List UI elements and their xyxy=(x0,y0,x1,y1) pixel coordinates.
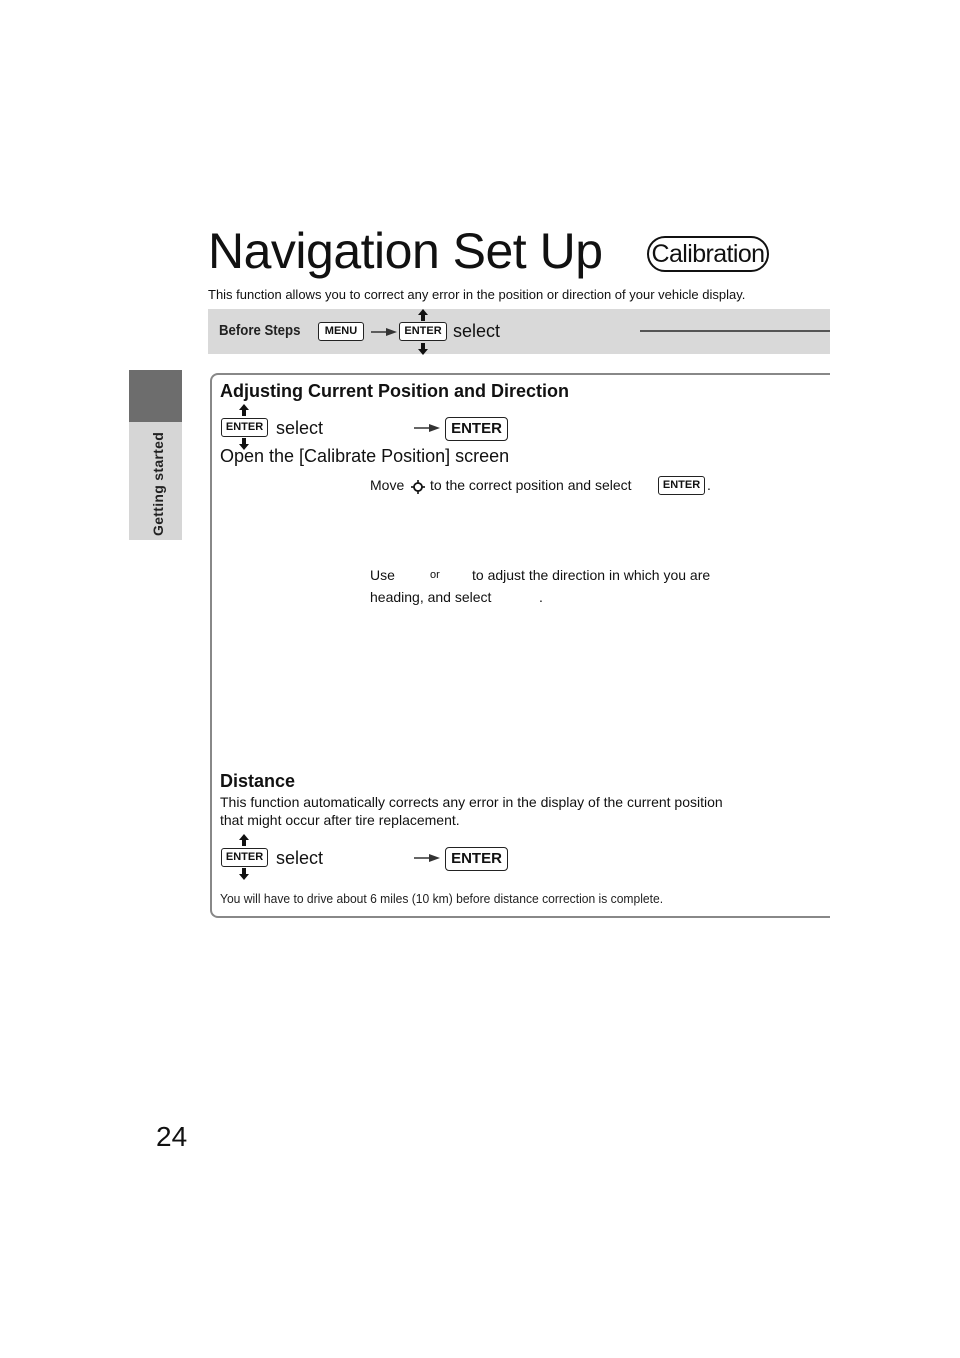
crosshair-cursor-icon xyxy=(411,480,425,494)
step2-or: or xyxy=(430,569,440,581)
enter-key: ENTER xyxy=(221,848,268,867)
step2-text: to adjust the direction in which you are xyxy=(472,567,711,583)
down-arrow-icon xyxy=(417,343,429,355)
step1-period: . xyxy=(707,477,711,493)
enter-key: ENTER xyxy=(658,476,705,495)
section-tab-marker xyxy=(129,370,182,422)
calibration-badge: Calibration xyxy=(647,236,769,272)
flow-arrow-icon xyxy=(370,327,398,337)
up-arrow-icon xyxy=(238,834,250,846)
step2-period: . xyxy=(539,589,543,605)
enter-key: ENTER xyxy=(399,322,447,341)
calibrate-screen-line: Open the [Calibrate Position] screen xyxy=(220,446,510,466)
before-steps-select: select xyxy=(453,321,501,341)
enter-button: ENTER xyxy=(445,847,508,871)
intro-text: This function allows you to correct any error in the position or direction of your vehicle display. xyxy=(208,287,746,302)
before-steps-label: Before Steps xyxy=(219,322,301,339)
before-steps-rule xyxy=(640,330,830,332)
step2-use: Use xyxy=(370,567,395,583)
page-title: Navigation Set Up xyxy=(208,223,603,279)
step1-text: to the correct position and select xyxy=(430,477,632,493)
step2-line2: heading, and select xyxy=(370,589,492,605)
up-arrow-icon xyxy=(238,404,250,416)
step1-move: Move xyxy=(370,477,405,493)
distance-description: This function automatically corrects any error in the display of the current position that might occur after tire replacement. xyxy=(220,794,723,828)
enter-button: ENTER xyxy=(445,417,508,441)
distance-footnote: You will have to drive about 6 miles (10 km) before distance correction is complete. xyxy=(220,891,664,906)
distance-heading: Distance xyxy=(220,771,296,791)
page-number: 24 xyxy=(156,1121,188,1152)
distance-select: select xyxy=(276,848,324,868)
adjusting-select: select xyxy=(276,418,324,438)
flow-arrow-icon xyxy=(413,423,441,433)
enter-key: ENTER xyxy=(221,418,268,437)
menu-key: MENU xyxy=(318,322,364,341)
up-arrow-icon xyxy=(417,309,429,321)
flow-arrow-icon xyxy=(413,853,441,863)
adjusting-heading: Adjusting Current Position and Direction xyxy=(220,381,570,401)
down-arrow-icon xyxy=(238,868,250,880)
section-label: Getting started xyxy=(150,431,166,536)
